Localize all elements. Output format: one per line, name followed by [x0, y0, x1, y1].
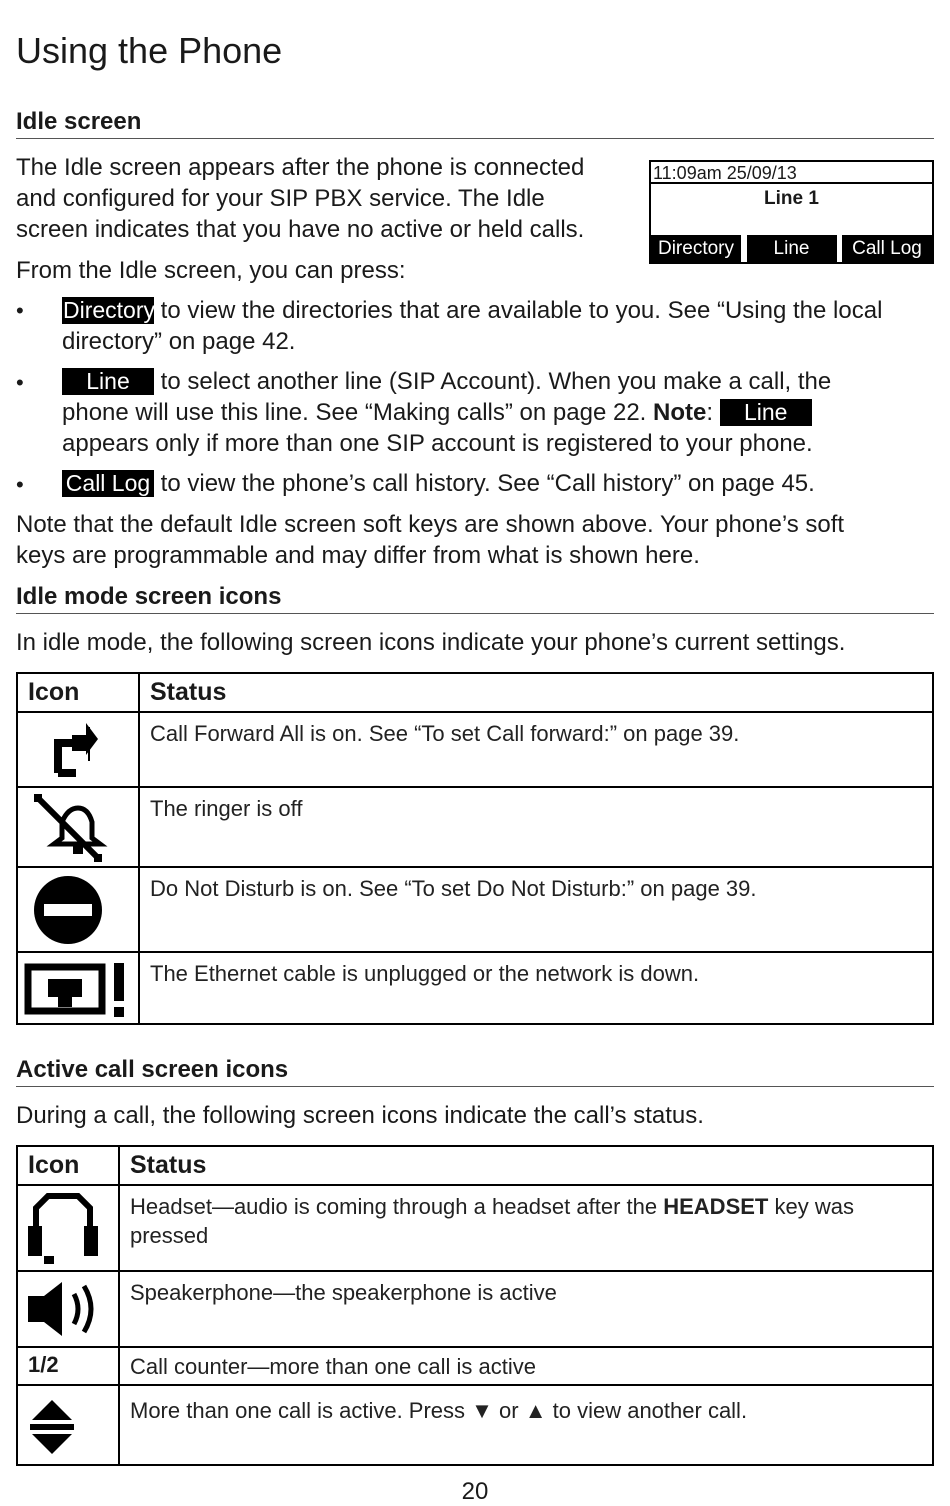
- page-number: 20: [461, 1478, 489, 1505]
- table-row: [17, 1271, 933, 1347]
- table-row: [17, 787, 933, 867]
- status-text: key was: [768, 1194, 854, 1219]
- idle-from-text: From the Idle screen, you can press:: [16, 257, 406, 284]
- section-divider: [16, 1086, 934, 1087]
- status-cell: The Ethernet cable is unplugged or the network is down.: [139, 952, 933, 1024]
- line-softkey-label: Line: [62, 368, 154, 395]
- col-icon-header: Icon: [17, 1146, 119, 1185]
- table-row: [17, 952, 933, 1024]
- status-cell: Speakerphone—the speakerphone is active: [119, 1271, 933, 1347]
- softkey-note-line: keys are programmable and may differ from what is shown here.: [16, 542, 700, 569]
- icon-cell: [17, 952, 139, 1024]
- note-colon: :: [706, 399, 714, 426]
- bullet-text: to view the directories that are available to you. See “Using the local: [160, 297, 883, 324]
- active-icons-table: [16, 1145, 934, 1466]
- bullet-text: phone will use this line. See “Making calls” on page 22.: [62, 399, 653, 426]
- bullet-text: directory” on page 42.: [62, 328, 296, 355]
- icon-cell: [17, 1271, 119, 1347]
- status-text: to view another call.: [546, 1398, 748, 1423]
- lcd-line-label: Line 1: [764, 188, 819, 209]
- icon-cell: [17, 867, 139, 952]
- lcd-softkeys: [651, 235, 932, 262]
- page-title: Using the Phone: [16, 30, 283, 71]
- line-softkey-label: Line: [720, 399, 812, 426]
- section-divider: [16, 613, 934, 614]
- status-text: Headset—audio is coming through a headset after the: [130, 1194, 664, 1219]
- table-header-row: [17, 673, 933, 712]
- idle-icons-intro: In idle mode, the following screen icons indicate your phone’s current settings.: [16, 629, 846, 656]
- bullet-marker: •: [16, 472, 24, 497]
- status-cell: Call Forward All is on. See “To set Call forward:” on page 39.: [139, 712, 933, 787]
- col-status-header: Status: [119, 1146, 933, 1185]
- bullet-text: to select another line (SIP Account). When you make a call, the: [160, 368, 832, 395]
- active-icons-intro: During a call, the following screen icons indicate the call’s status.: [16, 1102, 704, 1129]
- bullet-call-log: [62, 468, 932, 499]
- call-forward-icon: [18, 713, 138, 788]
- icon-cell: [17, 1385, 119, 1465]
- call-log-softkey-label: Call Log: [62, 470, 154, 497]
- bullet-text: to view the phone’s call history. See “Call history” on page 45.: [160, 470, 815, 497]
- status-cell: Call counter—more than one call is active: [119, 1347, 933, 1385]
- table-row: [17, 1347, 933, 1385]
- status-text: More than one call is active. Press: [130, 1398, 472, 1423]
- lcd-softkey-directory: Directory: [651, 235, 741, 262]
- bullet-marker: •: [16, 298, 24, 323]
- lcd-softkey-line: Line: [747, 235, 837, 262]
- icon-cell: [17, 787, 139, 867]
- status-text: or: [492, 1398, 525, 1423]
- note-label: Note: [653, 399, 707, 426]
- icon-cell: [17, 1185, 119, 1271]
- bullet-marker: •: [16, 370, 24, 395]
- ringer-off-icon: [18, 788, 138, 868]
- icon-cell: [17, 712, 139, 787]
- status-cell: [119, 1385, 933, 1465]
- status-cell: The ringer is off: [139, 787, 933, 867]
- status-text: pressed: [130, 1223, 209, 1248]
- idle-icons-table: [16, 672, 934, 1025]
- bullet-text: appears only if more than one SIP account is registered to your phone.: [62, 430, 813, 457]
- lcd-time: 11:09am 25/09/13: [651, 162, 932, 184]
- directory-softkey-label: Directory: [63, 297, 156, 323]
- bullet-line: [62, 366, 932, 459]
- lcd-softkey-call-log: Call Log: [842, 235, 932, 262]
- headset-key-label: HEADSET: [663, 1194, 769, 1219]
- down-arrow-icon: ▼: [471, 1398, 493, 1423]
- call-counter-icon: 1/2: [17, 1347, 119, 1385]
- bullet-directory: [62, 295, 932, 357]
- table-row: [17, 867, 933, 952]
- idle-screen-illustration: [649, 160, 934, 264]
- status-cell: [119, 1185, 933, 1271]
- col-status-header: Status: [139, 673, 933, 712]
- softkey-note: [16, 509, 844, 571]
- table-row: [17, 1385, 933, 1465]
- speakerphone-icon: [18, 1272, 118, 1348]
- table-header-row: [17, 1146, 933, 1185]
- active-icons-heading: Active call screen icons: [16, 1056, 289, 1083]
- idle-icons-heading: Idle mode screen icons: [16, 583, 282, 610]
- softkey-note-line: Note that the default Idle screen soft keys are shown above. Your phone’s soft: [16, 511, 845, 538]
- section-divider: [16, 138, 934, 139]
- idle-intro-line: screen indicates that you have no active or held calls.: [16, 216, 585, 243]
- do-not-disturb-icon: [18, 868, 138, 953]
- table-row: [17, 1185, 933, 1271]
- up-down-arrows-icon: [18, 1386, 118, 1466]
- up-arrow-icon: ▲: [524, 1398, 547, 1423]
- col-icon-header: Icon: [17, 673, 139, 712]
- headset-icon: [18, 1186, 118, 1272]
- idle-intro-line: The Idle screen appears after the phone is connected: [16, 154, 585, 181]
- network-down-icon: [18, 953, 138, 1025]
- table-row: [17, 712, 933, 787]
- idle-screen-heading: Idle screen: [16, 108, 142, 135]
- idle-intro-line: and configured for your SIP PBX service. The Idle: [16, 185, 545, 212]
- status-cell: Do Not Disturb is on. See “To set Do Not Disturb:” on page 39.: [139, 867, 933, 952]
- idle-intro: [16, 152, 636, 245]
